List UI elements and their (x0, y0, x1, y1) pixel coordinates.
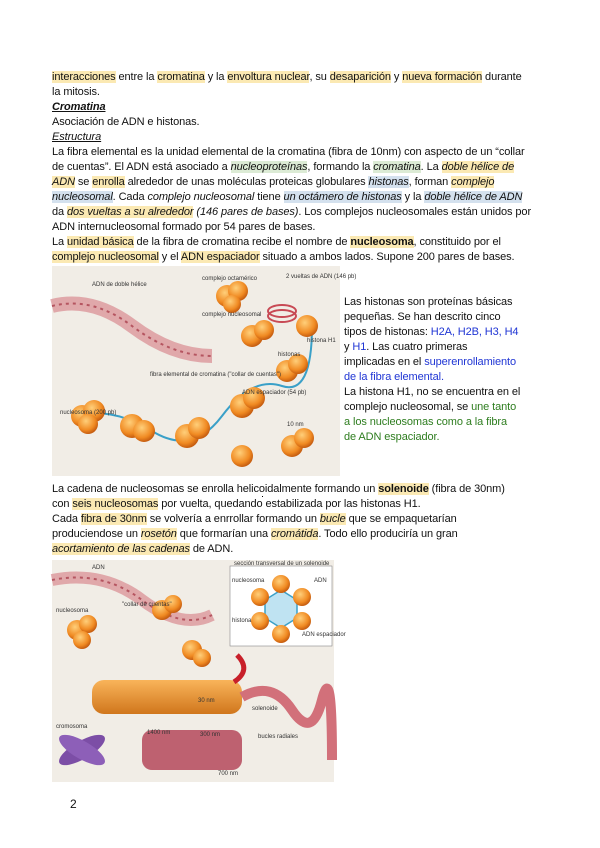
label-nucleosoma: nucleosoma (56, 608, 89, 614)
label-bucles: bucles radiales (258, 734, 299, 740)
label-cromosoma: cromosoma (56, 724, 88, 730)
label-seccion: sección transversal de un solenoide (234, 561, 330, 567)
side-line (344, 355, 516, 370)
highlight-text: unidad básica (67, 236, 134, 248)
nucleosome-figure (52, 266, 357, 476)
paragraph-line (52, 497, 421, 512)
highlight-text: nucleosoma (350, 236, 414, 248)
text: . Las cuatro primeras (366, 341, 468, 353)
paragraph-line: ADN internucleosomal formado por 54 pares de bases. (52, 221, 316, 233)
text: da (52, 206, 67, 218)
label-nucleosoma: nucleosoma (200 pb) (60, 410, 117, 416)
highlight-text: un octámero de histonas (283, 191, 402, 203)
label-300nm: 300 nm (200, 732, 221, 738)
text: , formando la (307, 161, 374, 173)
highlight-text: solenoide (378, 483, 429, 495)
paragraph-line (52, 250, 514, 265)
highlight-text: cromatina (373, 161, 421, 173)
side-line: de la fibra elemental. (344, 371, 444, 383)
highlight-text: cromátida (270, 528, 319, 540)
highlight-text: nucleoproteínas (230, 161, 308, 173)
paragraph-line: La fibra elemental es la unidad elemental de la cromatina (fibra de 10nm) con aspecto de un “collar (52, 146, 525, 158)
text: tipos de histonas: (344, 326, 431, 338)
text: y la (204, 71, 228, 83)
text: se volvería a enrrollar formando un (146, 513, 320, 525)
text: alrededor de unas moléculas proteicas globulares (124, 176, 369, 188)
italic-text: (146 pares de bases) (193, 206, 299, 218)
label-collar: "collar de cuentas" (122, 602, 172, 608)
text: de la fibra de cromatina recibe el nombre de (133, 236, 351, 248)
side-line: a los nucleosomas como a la fibra (344, 416, 508, 428)
label-adn: ADN (92, 565, 105, 571)
label-espaciador: ADN espaciador (54 pb) (242, 390, 307, 396)
text: . Los complejos nucleosomales están unidos por (298, 206, 532, 218)
highlight-text: acortamiento de las cadenas (52, 543, 190, 555)
highlight-text: desaparición (329, 71, 391, 83)
label-10nm: 10 nm (287, 422, 304, 428)
side-line: La histona H1, no se encuentra en el (344, 386, 521, 398)
blue-text: H2A, H2B, H3, H4 (430, 326, 519, 338)
text: situado a ambos lados. Supone 200 pares de bases. (259, 251, 515, 263)
label-complejo-octamerico: complejo octamérico (202, 276, 258, 282)
text: . La (420, 161, 442, 173)
text: La (52, 236, 67, 248)
section-heading: Cromatina (52, 101, 106, 113)
highlight-text: rosetón (140, 528, 177, 540)
text: tiene (254, 191, 284, 203)
blue-text: superenrollamiento (424, 356, 516, 368)
highlight-text: doble hélice de (441, 161, 515, 173)
highlight-text: complejo (451, 176, 495, 188)
label-vueltas: 2 vueltas de ADN (146 pb) (286, 274, 357, 280)
text: que formarían una (176, 528, 271, 540)
label-histona-h1: histona H1 (307, 338, 336, 344)
solenoid-figure (52, 560, 346, 782)
label-700nm: 700 nm (218, 771, 239, 777)
paragraph-line (52, 512, 457, 527)
text: , su (309, 71, 330, 83)
green-text: une tanto (471, 401, 517, 413)
paragraph-line (52, 482, 505, 497)
highlight-text: nucleosomal (52, 191, 113, 203)
text: se (74, 176, 93, 188)
label-espaciador-box: ADN espaciador (302, 632, 346, 638)
text: de ADN. (189, 543, 234, 555)
highlight-text: ADN espaciador (180, 251, 260, 263)
text: produciendose un (52, 528, 141, 540)
paragraph-line (52, 235, 501, 250)
text: Cada (52, 513, 81, 525)
text: con (52, 498, 73, 510)
text: La cadena de nucleosomas se enrolla helicoidalmente formando un (52, 483, 379, 495)
highlight-text: cromatina (157, 71, 205, 83)
side-line: Las histonas son proteínas básicas (344, 296, 513, 308)
text: y (344, 341, 353, 353)
text: y (390, 71, 403, 83)
highlight-text: dos vueltas a su alrededor (67, 206, 194, 218)
highlight-text: seis nucleosomas (72, 498, 159, 510)
paragraph-line (52, 175, 494, 190)
label-fibra: fibra elemental de cromatina ("collar de cuentas") (150, 372, 281, 378)
highlight-text: enrolla (92, 176, 125, 188)
label-complejo-nucleosomal: complejo nucleosomal (202, 312, 262, 318)
text: por vuelta, quedando estabilizada por las histonas H1. (158, 498, 421, 510)
highlight-text: doble hélice de ADN (424, 191, 523, 203)
highlight-text: histonas (368, 176, 409, 188)
side-line: de ADN espaciador. (344, 431, 440, 443)
text: . Cada (112, 191, 148, 203)
text: , constituido por el (413, 236, 501, 248)
text: , forman (408, 176, 452, 188)
highlight-text: envoltura nuclear (227, 71, 310, 83)
section-subtitle: Asociación de ADN e histonas. (52, 116, 200, 128)
side-line: pequeñas. Se han descrito cinco (344, 311, 501, 323)
paragraph-line (52, 527, 458, 542)
highlight-text: fibra de 30nm (80, 513, 147, 525)
text: complejo nucleosomal, se (344, 401, 472, 413)
label-adn-box: ADN (314, 578, 327, 584)
paragraph-line (52, 190, 522, 205)
paragraph-line (52, 205, 531, 220)
highlight-text: nueva formación (402, 71, 483, 83)
paragraph-line (52, 70, 522, 85)
subsection-heading: Estructura (52, 131, 102, 143)
label-30nm: 30 nm (198, 698, 215, 704)
paragraph-line: la mitosis. (52, 86, 100, 98)
text: y la (401, 191, 425, 203)
label-solenoide: solenoide (252, 706, 278, 712)
label-adn: ADN de doble hélice (92, 282, 147, 288)
label-histona-box: histona (232, 618, 252, 624)
text: (fibra de 30nm) (428, 483, 505, 495)
side-line (344, 325, 518, 340)
side-line (344, 400, 516, 415)
paragraph-line (52, 160, 514, 175)
highlight-text: interacciones (52, 71, 116, 83)
text: de cuentas”. El ADN está asociado a (52, 161, 231, 173)
label-nucleosoma-box: nucleosoma (232, 578, 265, 584)
text: durante (482, 71, 522, 83)
highlight-text: complejo nucleosomal (52, 251, 159, 263)
text: . Todo ello produciría un gran (318, 528, 458, 540)
highlight-text: bucle (319, 513, 346, 525)
text: que se empaquetarían (345, 513, 457, 525)
text: entre la (115, 71, 158, 83)
highlight-text: ADN (52, 176, 75, 188)
side-line (344, 340, 467, 355)
text: y el (158, 251, 181, 263)
italic-text: complejo nucleosomal (147, 191, 255, 203)
nucleosome-illustration (52, 266, 357, 476)
paragraph-line (52, 542, 233, 557)
blue-text: H1 (352, 341, 367, 353)
text: implicadas en el (344, 356, 425, 368)
label-1400nm: 1400 nm (147, 730, 171, 736)
label-histonas: histonas (278, 352, 301, 358)
solenoid-illustration (52, 560, 346, 782)
page-number: 2 (70, 797, 77, 811)
